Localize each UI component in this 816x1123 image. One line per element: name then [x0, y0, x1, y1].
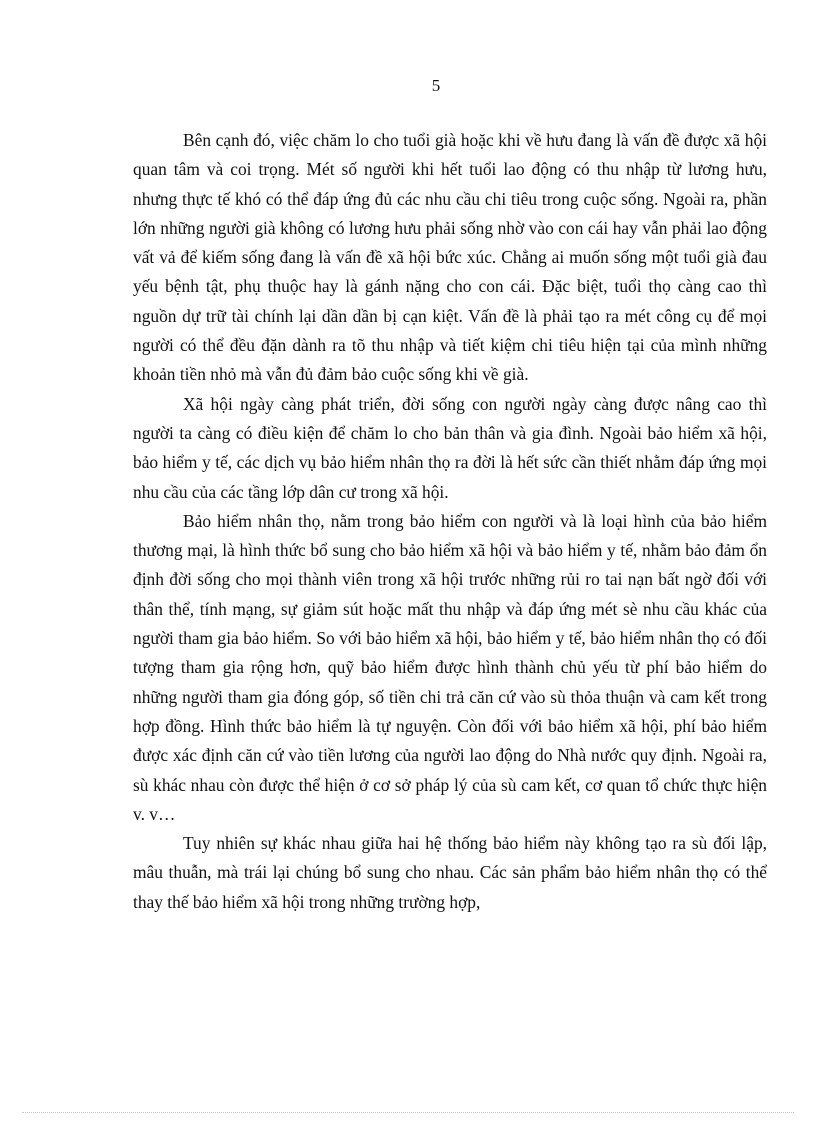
paragraph-social-development: Xã hội ngày càng phát triển, đời sống con người ngày càng được nâng cao thì người ta càng có điều kiện để chăm lo cho bản thân và gia đình. Ngoài bảo hiểm xã hội, bảo hiểm y tế, các dịch vụ bảo hiểm nhân thọ ra đời là hết sức cần thiết nhằm đáp ứng mọi nhu cầu của các tầng lớp dân cư trong xã hội. — [133, 393, 767, 502]
page-number: 5 — [431, 76, 441, 95]
paragraph-differences: Tuy nhiên sự khác nhau giữa hai hệ thống bảo hiểm này không tạo ra sù đối lập, mâu thuẫn, mà trái lại chúng bổ sung cho nhau. Các sản phẩm bảo hiểm nhân thọ có thể thay thế bảo hiểm xã hội trong những trường hợp, — [133, 833, 767, 912]
paragraph-retirement: Bên cạnh đó, việc chăm lo cho tuổi già hoặc khi về hưu đang là vấn đề được xã hội quan tâm và coi trọng. Mét số người khi hết tuổi lao động có thu nhập từ lương hưu, nhưng thực tế khó có thể đáp ứng đủ các nhu cầu chi tiêu trong cuộc sống. Ngoài ra, phần lớn những người già không có lương hưu phải sống nhờ vào con cái hay vẫn phải lao động vất vả để kiếm sống đang là vấn đề xã hội bức xúc. Chẳng ai muốn sống một tuổi già đau yếu bệnh tật, phụ thuộc hay là gánh nặng cho con cái. Đặc biệt, tuổi thọ càng cao thì nguồn dự trữ tài chính lại dần dần bị cạn kiệt. Vấn đề là phải tạo ra mét công cụ để mọi người có thể đều đặn dành ra tõ thu nhập và tiết kiệm chi tiêu hiện tại của mình những khoản tiền nhỏ mà vẫn đủ đảm bảo cuộc sống khi về già. — [133, 130, 767, 385]
paragraph-life-insurance: Bảo hiểm nhân thọ, nằm trong bảo hiểm con người và là loại hình của bảo hiểm thương mại, là hình thức bổ sung cho bảo hiểm xã hội và bảo hiểm y tế, nhằm bảo đảm ổn định đời sống cho mọi thành viên trong xã hội trước những rủi ro tai nạn bất ngờ đối với thân thể, tính mạng, sự giảm sút hoặc mất thu nhập và đáp ứng mét sè nhu cầu khác của người tham gia bảo hiểm. So với bảo hiểm xã hội, bảo hiểm y tế, bảo hiểm nhân thọ có đối tượng tham gia rộng hơn, quỹ bảo hiểm được hình thành chủ yếu từ phí bảo hiểm do những người tham gia đóng góp, số tiền chi trả căn cứ vào sù thỏa thuận và cam kết trong hợp đồng. Hình thức bảo hiểm là tự nguyện. Còn đối với bảo hiểm xã hội, phí bảo hiểm được xác định căn cứ vào tiền lương của người lao động do Nhà nước quy định. Ngoài ra, sù khác nhau còn được thể hiện ở cơ sở pháp lý của sù cam kết, cơ quan tổ chức thực hiện v. v… — [133, 510, 767, 824]
body-text — [133, 126, 767, 917]
page-bottom-divider — [22, 1112, 794, 1113]
